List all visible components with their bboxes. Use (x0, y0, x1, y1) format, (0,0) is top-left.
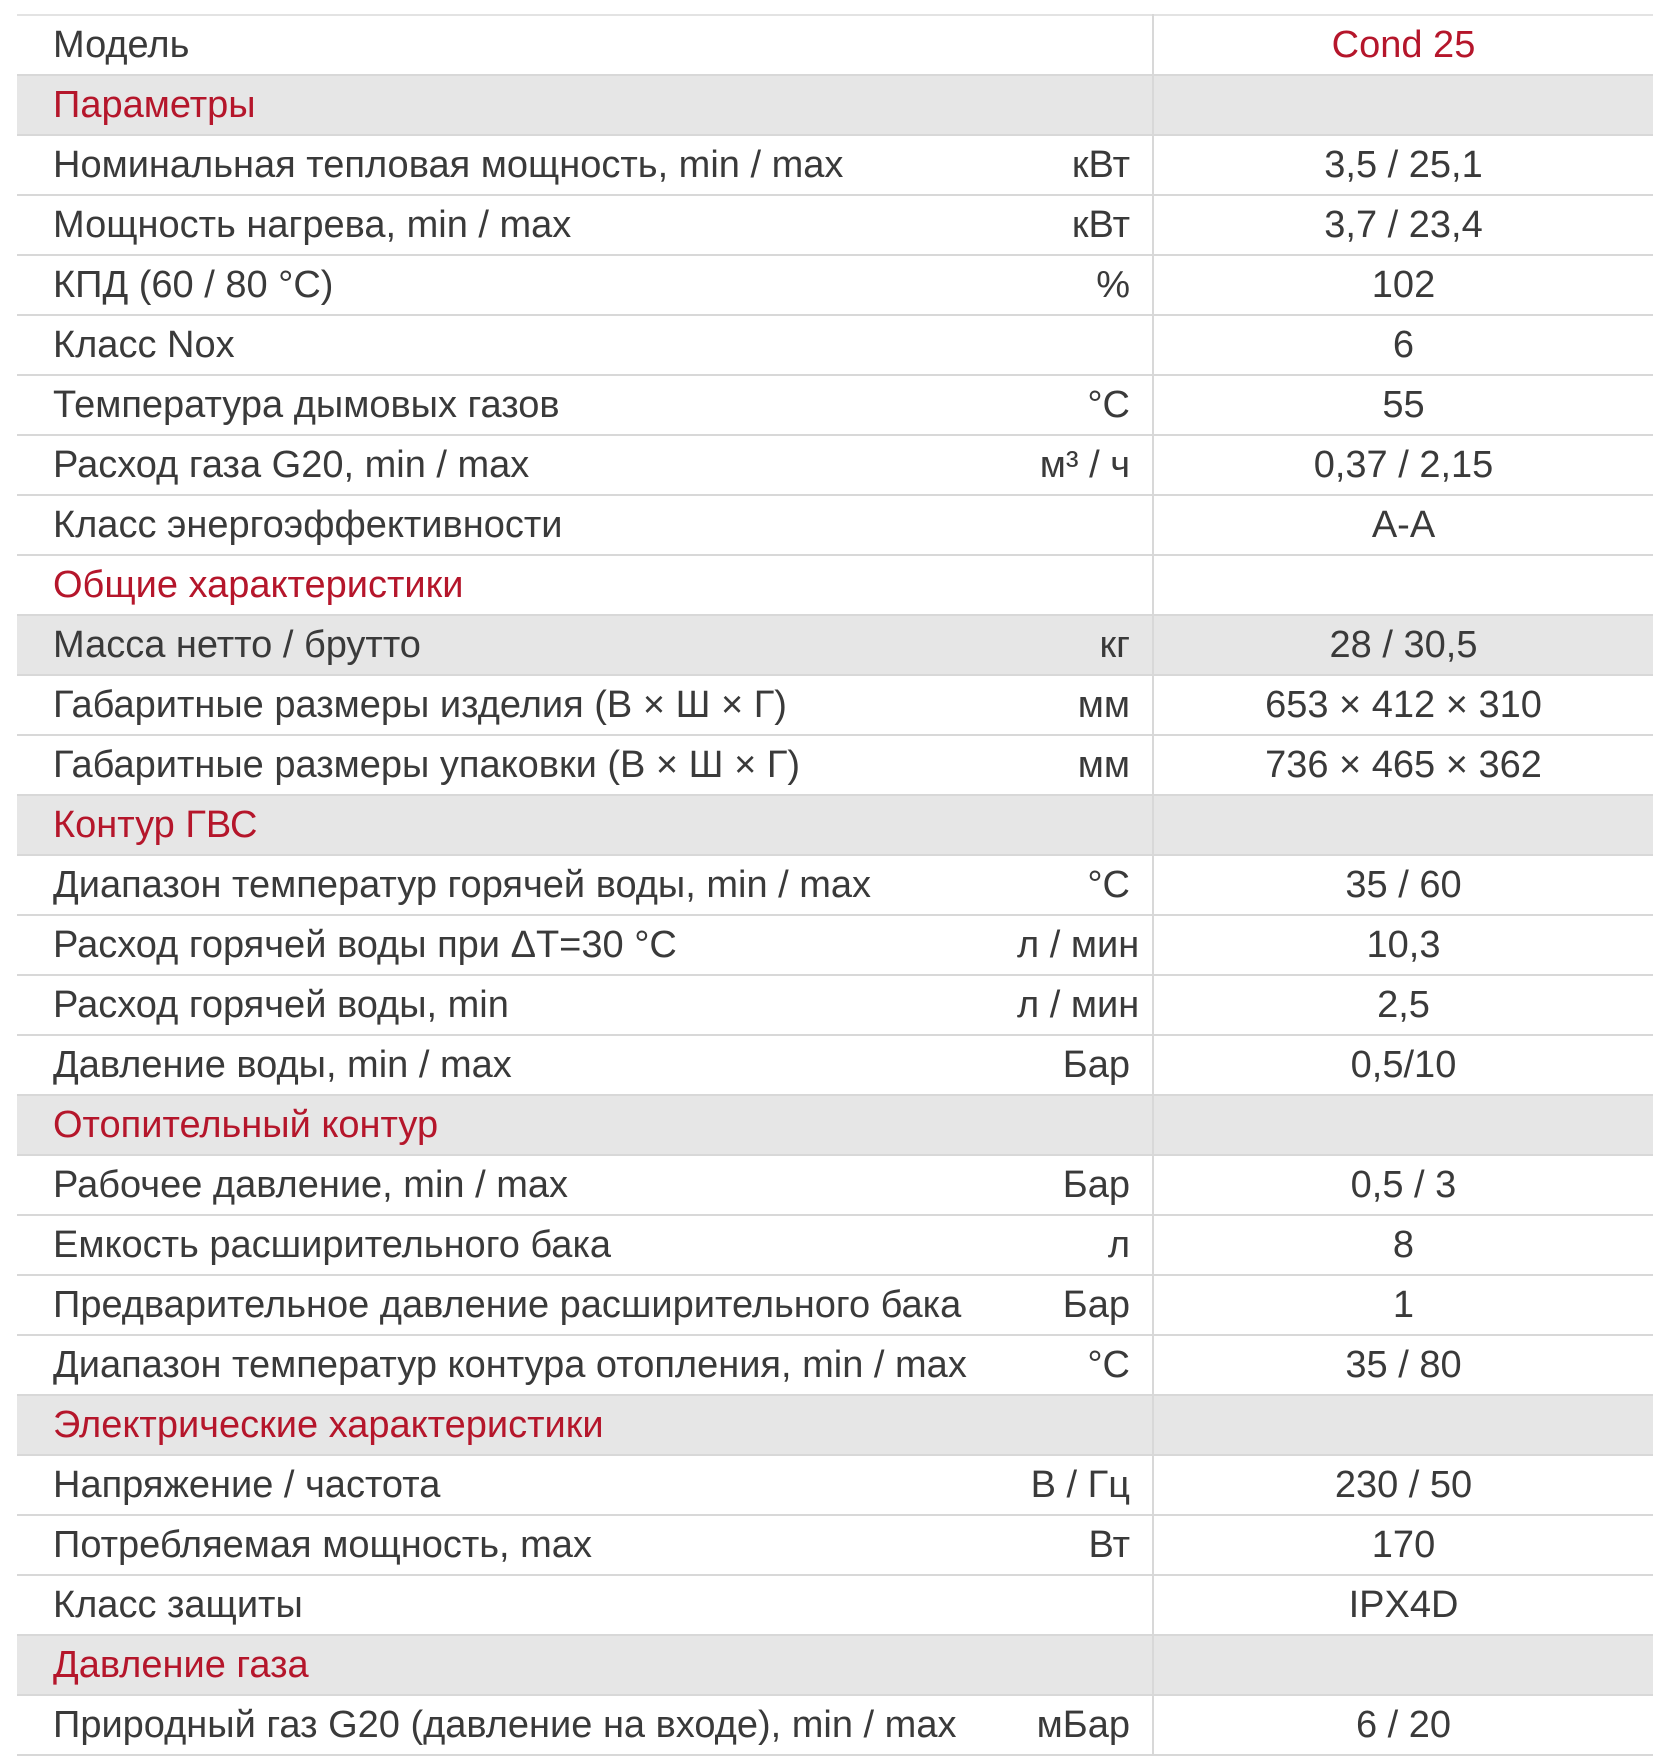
param-unit (1017, 315, 1153, 375)
param-value: 653 × 412 × 310 (1153, 675, 1653, 735)
param-name: Расход горячей воды, min (17, 975, 1017, 1035)
table-row (17, 1035, 1653, 1095)
param-unit: % (1017, 255, 1153, 315)
section-title: Отопительный контур (17, 1095, 1153, 1155)
table-row (17, 1155, 1653, 1215)
section-fill (1153, 1635, 1653, 1695)
table-row (17, 255, 1653, 315)
param-name: Напряжение / частота (17, 1455, 1017, 1515)
table-row (17, 315, 1653, 375)
param-name: Класс энергоэффективности (17, 495, 1017, 555)
param-unit: мм (1017, 735, 1153, 795)
param-unit: кг (1017, 615, 1153, 675)
param-name: Класс Nox (17, 315, 1017, 375)
param-value: 0,5 / 3 (1153, 1155, 1653, 1215)
param-value: 0,5/10 (1153, 1035, 1653, 1095)
param-value: A-A (1153, 495, 1653, 555)
section-title: Параметры (17, 75, 1153, 135)
section-fill (1153, 75, 1653, 135)
section-title: Электрические характеристики (17, 1395, 1153, 1455)
param-name: Потребляемая мощность, max (17, 1515, 1017, 1575)
table-row (17, 615, 1653, 675)
param-value: 1 (1153, 1275, 1653, 1335)
param-unit: мБар (1017, 1695, 1153, 1755)
model-value: Cond 25 (1153, 15, 1653, 75)
param-name: Расход горячей воды при ΔT=30 °C (17, 915, 1017, 975)
spec-table-body (17, 14, 1653, 1756)
param-unit: Бар (1017, 1035, 1153, 1095)
section-header-5 (17, 1635, 1653, 1695)
table-row (17, 1695, 1653, 1755)
param-name: Мощность нагрева, min / max (17, 195, 1017, 255)
table-row (17, 375, 1653, 435)
param-unit: °C (1017, 855, 1153, 915)
section-title: Контур ГВС (17, 795, 1153, 855)
param-value: 3,7 / 23,4 (1153, 195, 1653, 255)
param-unit: Бар (1017, 1275, 1153, 1335)
param-value: 736 × 465 × 362 (1153, 735, 1653, 795)
param-unit: л / мин (1017, 975, 1153, 1035)
table-row (17, 435, 1653, 495)
param-name: Давление воды, min / max (17, 1035, 1017, 1095)
param-value: 55 (1153, 375, 1653, 435)
table-row (17, 1575, 1653, 1635)
param-value: 28 / 30,5 (1153, 615, 1653, 675)
param-name: Диапазон температур контура отопления, min / max (17, 1335, 1017, 1395)
param-unit: °C (1017, 375, 1153, 435)
section-fill (1153, 795, 1653, 855)
param-value: 35 / 80 (1153, 1335, 1653, 1395)
param-value: 3,5 / 25,1 (1153, 135, 1653, 195)
param-value: 10,3 (1153, 915, 1653, 975)
param-unit (1017, 495, 1153, 555)
param-name: Класс защиты (17, 1575, 1017, 1635)
param-name: КПД (60 / 80 °C) (17, 255, 1017, 315)
table-row (17, 975, 1653, 1035)
param-unit: Бар (1017, 1155, 1153, 1215)
table-row (17, 195, 1653, 255)
section-header-4 (17, 1395, 1653, 1455)
param-value: 8 (1153, 1215, 1653, 1275)
param-value: 6 / 20 (1153, 1695, 1653, 1755)
table-row (17, 495, 1653, 555)
param-value: 6 (1153, 315, 1653, 375)
section-header-1 (17, 555, 1653, 615)
param-unit: л (1017, 1215, 1153, 1275)
section-title: Общие характеристики (17, 555, 1153, 615)
table-row (17, 1275, 1653, 1335)
table-row (17, 135, 1653, 195)
table-row (17, 1515, 1653, 1575)
param-unit: мм (1017, 675, 1153, 735)
table-row (17, 675, 1653, 735)
param-unit: кВт (1017, 135, 1153, 195)
table-row (17, 855, 1653, 915)
param-unit: кВт (1017, 195, 1153, 255)
param-unit: м³ / ч (1017, 435, 1153, 495)
table-row (17, 1215, 1653, 1275)
param-value: IPX4D (1153, 1575, 1653, 1635)
param-name: Предварительное давление расширительного бака (17, 1275, 1017, 1335)
param-name: Диапазон температур горячей воды, min / max (17, 855, 1017, 915)
table-row (17, 915, 1653, 975)
table-row (17, 1335, 1653, 1395)
section-header-2 (17, 795, 1653, 855)
param-name: Габаритные размеры упаковки (В × Ш × Г) (17, 735, 1017, 795)
param-value: 35 / 60 (1153, 855, 1653, 915)
model-label: Модель (17, 15, 1153, 75)
param-value: 230 / 50 (1153, 1455, 1653, 1515)
section-fill (1153, 555, 1653, 615)
section-header-3 (17, 1095, 1653, 1155)
table-row (17, 735, 1653, 795)
param-value: 102 (1153, 255, 1653, 315)
param-value: 2,5 (1153, 975, 1653, 1035)
param-name: Расход газа G20, min / max (17, 435, 1017, 495)
header-row (17, 15, 1653, 75)
param-unit (1017, 1575, 1153, 1635)
section-fill (1153, 1395, 1653, 1455)
table-row (17, 1455, 1653, 1515)
param-unit: л / мин (1017, 915, 1153, 975)
param-name: Природный газ G20 (давление на входе), min / max (17, 1695, 1017, 1755)
param-name: Рабочее давление, min / max (17, 1155, 1017, 1215)
param-name: Габаритные размеры изделия (В × Ш × Г) (17, 675, 1017, 735)
section-title: Давление газа (17, 1635, 1153, 1695)
param-unit: °C (1017, 1335, 1153, 1395)
param-unit: В / Гц (1017, 1455, 1153, 1515)
param-value: 0,37 / 2,15 (1153, 435, 1653, 495)
param-name: Масса нетто / брутто (17, 615, 1017, 675)
section-fill (1153, 1095, 1653, 1155)
param-name: Емкость расширительного бака (17, 1215, 1017, 1275)
section-header-0 (17, 75, 1653, 135)
param-name: Температура дымовых газов (17, 375, 1017, 435)
param-name: Номинальная тепловая мощность, min / max (17, 135, 1017, 195)
param-unit: Вт (1017, 1515, 1153, 1575)
param-value: 170 (1153, 1515, 1653, 1575)
